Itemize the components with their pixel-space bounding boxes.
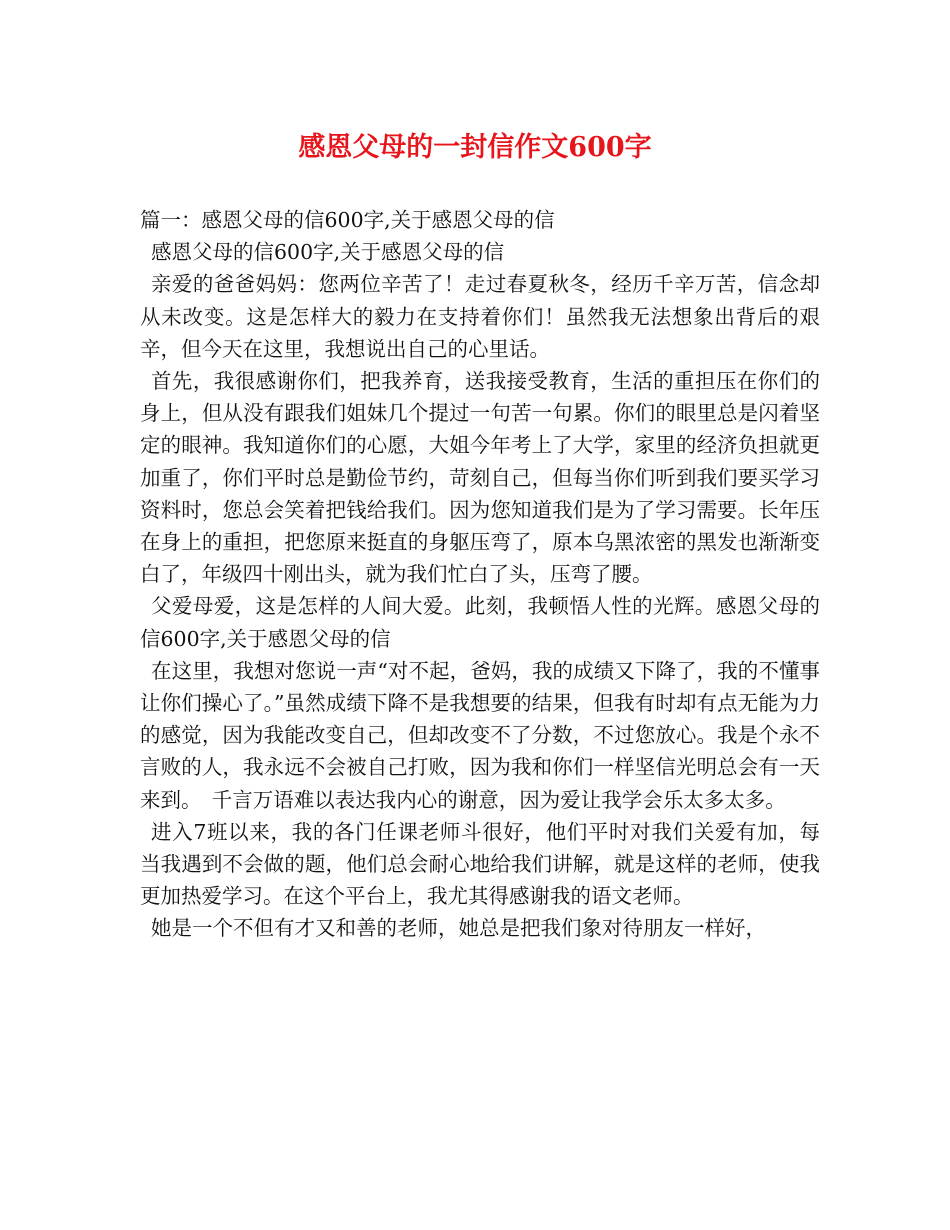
paragraph-gratitude: 首先，我很感谢你们，把我养育，送我接受教育，生活的重担压在你们的身上，但从没有跟我们姐妹几个提过一句苦一句累。你们的眼里总是闪着坚定的眼神。我知道你们的心愿，大姐今年考上了大学，家里的经济负担就更加重了，你们平时总是勤俭节约，苛刻自己，但每当你们听到我们要买学习资料时，您总会笑着把钱给我们。因为您知道我们是为了学习需要。长年压在身上的重担，把您原来挺直的身躯压弯了，原本乌黑浓密的黑发也渐渐变白了，年级四十刚出头，就为我们忙白了头，压弯了腰。 xyxy=(140,369,820,587)
paragraph-chinese-teacher: 她是一个不但有才又和善的老师，她总是把我们象对待朋友一样好， xyxy=(151,916,766,941)
document-body xyxy=(140,204,820,945)
document-title: 感恩父母的一封信作文600字 xyxy=(298,132,652,163)
paragraph-apology: 在这里，我想对您说一声“对不起，爸妈，我的成绩又下降了，我的不懂事让你们操心了。”虽然成绩下降不是我想要的结果，但我有时却有点无能为力的感觉，因为我能改变自己，但却改变不了分数，不过您放心。我是个永不言败的人，我永远不会被自己打败，因为我和你们一样坚信光明总会有一天来到。 千言万语难以表达我内心的谢意，因为爱让我学会乐太多太多。 xyxy=(140,658,820,812)
paragraph-greeting: 亲爱的爸爸妈妈：您两位辛苦了！走过春夏秋冬，经历千辛万苦，信念却从未改变。这是怎样大的毅力在支持着你们！虽然我无法想象出背后的艰辛，但今天在这里，我想说出自己的心里话。 xyxy=(140,272,820,361)
paragraph-parental-love: 父爱母爱，这是怎样的人间大爱。此刻，我顿悟人性的光辉。感恩父母的信600字,关于感恩父母的信 xyxy=(140,594,820,651)
paragraph-subtitle: 感恩父母的信600字,关于感恩父母的信 xyxy=(151,240,505,265)
paragraph-teachers: 进入7班以来，我的各门任课老师斗很好，他们平时对我们关爱有加，每当我遇到不会做的题，他们总会耐心地给我们讲解，就是这样的老师，使我更加热爱学习。在这个平台上，我尤其得感谢我的语文老师。 xyxy=(140,819,820,909)
paragraph-section-heading: 篇一：感恩父母的信600字,关于感恩父母的信 xyxy=(140,208,555,232)
